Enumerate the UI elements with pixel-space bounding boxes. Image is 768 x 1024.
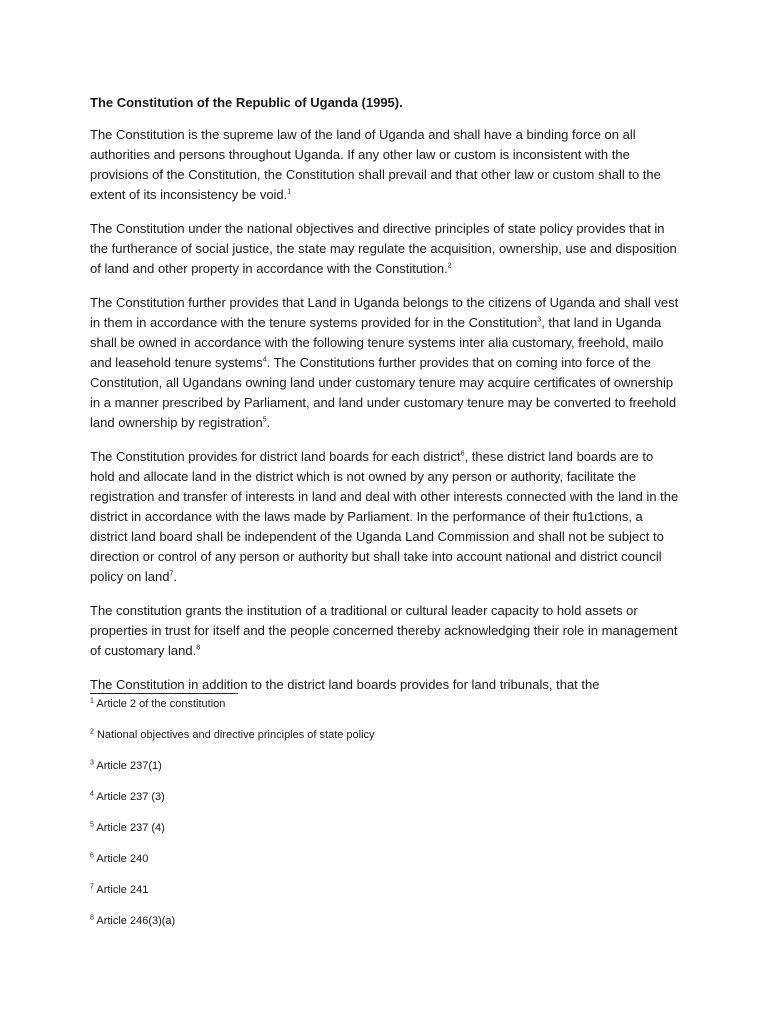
footnote-number: 6 bbox=[90, 852, 94, 860]
document-body bbox=[90, 93, 680, 709]
footnote-ref[interactable]: 2 bbox=[447, 262, 452, 270]
footnote-item bbox=[90, 728, 680, 759]
footnote-item bbox=[90, 883, 680, 914]
footnotes-list bbox=[90, 697, 680, 945]
footnote-ref[interactable]: 7 bbox=[169, 570, 174, 578]
footnote-text: National objectives and directive principles of state policy bbox=[96, 729, 375, 741]
footnote-ref[interactable]: 3 bbox=[537, 316, 542, 324]
footnote-text: Article 240 bbox=[96, 853, 149, 865]
footnote-item bbox=[90, 821, 680, 852]
footnote-number: 8 bbox=[90, 914, 94, 922]
footnote-text: Article 2 of the constitution bbox=[96, 698, 226, 710]
footnote-ref[interactable]: 1 bbox=[287, 188, 292, 196]
footnote-item bbox=[90, 790, 680, 821]
paragraph-land-tribunals bbox=[90, 675, 680, 695]
footnote-number: 7 bbox=[90, 883, 94, 891]
footnote-ref[interactable]: 4 bbox=[262, 356, 267, 364]
footnote-text: Article 237 (3) bbox=[96, 791, 165, 803]
footnote-number: 3 bbox=[90, 759, 94, 767]
footnote-item bbox=[90, 759, 680, 790]
paragraph-traditional-leaders bbox=[90, 601, 680, 661]
paragraph-text: , these district land boards are to hold and allocate land in the district which is not owned by any person or authority, facilitate the registration and transfer of interests in land and deal with other interests connected with the land in the district in accordance with the laws made by Parliament. In the performance of their ftu1ctions, a district land board shall be independent of the Uganda Land Commission and shall not be subject to direction or control of any person or authority but shall take into account national and district council policy on land bbox=[90, 449, 679, 584]
footnote-ref[interactable]: 5 bbox=[262, 416, 267, 424]
footnote-number: 2 bbox=[90, 728, 94, 736]
footnote-item bbox=[90, 697, 680, 728]
footnote-text: Article 237(1) bbox=[96, 760, 162, 772]
paragraph-tenure-systems bbox=[90, 293, 680, 433]
footnote-item bbox=[90, 852, 680, 883]
paragraph-text: The constitution grants the institution of a traditional or cultural leader capacity to hold assets or properties in trust for itself and the people concerned thereby acknowledging their role in management of customary land. bbox=[90, 603, 678, 658]
paragraph-text: The Constitution under the national objectives and directive principles of state policy provides that in the furtherance of social justice, the state may regulate the acquisition, ownership, use and disposition of land and other property in accordance with the Constitution. bbox=[90, 221, 677, 276]
document-title: The Constitution of the Republic of Uganda (1995). bbox=[90, 95, 403, 110]
footnote-text: Article 246(3)(a) bbox=[96, 915, 176, 927]
paragraph-text: . bbox=[173, 569, 178, 584]
footnote-text: Article 237 (4) bbox=[96, 822, 165, 834]
paragraph-supreme-law bbox=[90, 125, 680, 205]
paragraph-district-land-boards bbox=[90, 447, 680, 587]
footnote-separator bbox=[90, 693, 238, 694]
paragraph-text: The Constitution further provides that Land in Uganda belongs to the citizens of Uganda and shall vest in them in accordance with the tenure systems provided for in the Constitution bbox=[90, 295, 679, 330]
paragraph-text: The Constitution in addition to the district land boards provides for land tribunals, that the bbox=[90, 677, 600, 692]
paragraph-text: , that land in Uganda shall be owned in accordance with the following tenure systems inter alia customary, freehold, mailo and leasehold tenure systems bbox=[90, 315, 664, 370]
footnote-ref[interactable]: 8 bbox=[196, 644, 201, 652]
footnote-text: Article 241 bbox=[96, 884, 149, 896]
paragraph-text: . bbox=[266, 415, 271, 430]
footnote-number: 5 bbox=[90, 821, 94, 829]
paragraph-text: . The Constitutions further provides that on coming into force of the Constitution, all Ugandans owning land under customary tenure may acquire certificates of ownership in a manner prescribed by Parliament, and land under customary tenure may be converted to freehold land ownership by registration bbox=[90, 355, 677, 430]
paragraph-national-objectives bbox=[90, 219, 680, 279]
paragraph-text: The Constitution provides for district land boards for each district bbox=[90, 449, 461, 464]
footnote-number: 1 bbox=[90, 697, 94, 705]
paragraph-text: The Constitution is the supreme law of the land of Uganda and shall have a binding force on all authorities and persons throughout Uganda. If any other law or custom is inconsistent with the provisions of the Constitution, the Constitution shall prevail and that other law or custom shall to the extent of its inconsistency be void. bbox=[90, 127, 661, 202]
footnote-item bbox=[90, 914, 680, 945]
footnote-number: 4 bbox=[90, 790, 94, 798]
footnote-ref[interactable]: 6 bbox=[460, 450, 465, 458]
